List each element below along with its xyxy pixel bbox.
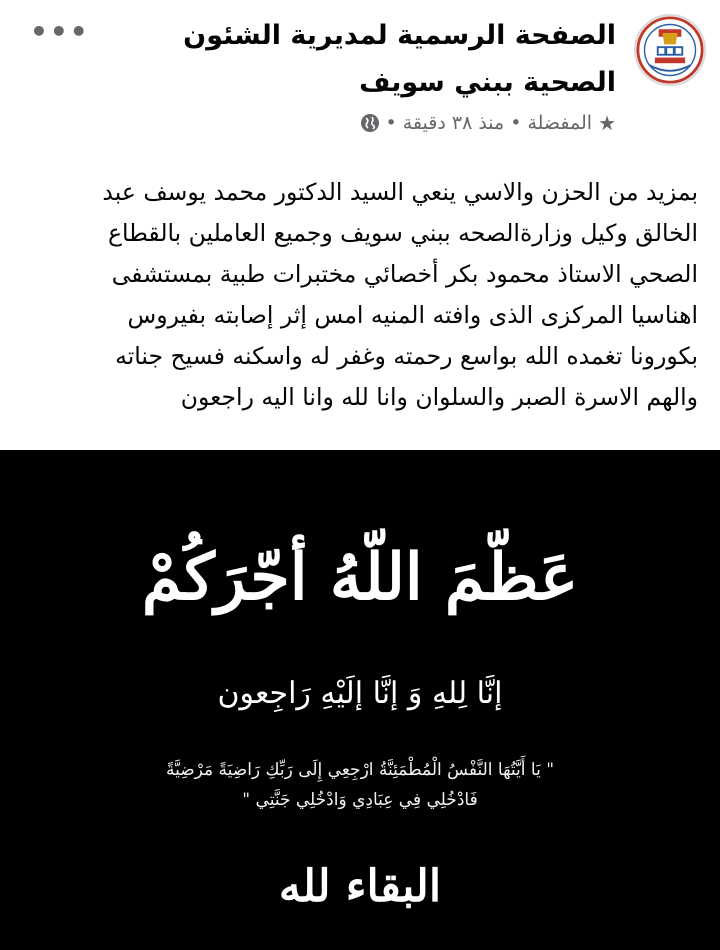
audience-label[interactable]: المفضلة bbox=[527, 112, 593, 134]
image-verse bbox=[0, 755, 720, 815]
meta-separator: • bbox=[510, 112, 522, 134]
post-text-line: بكورونا تغمده الله بواسع رحمته وغفر له واسكنه فسيح جناته bbox=[115, 342, 698, 370]
image-footer: البقاء لله bbox=[278, 861, 442, 912]
post-time[interactable]: منذ ٣٨ دقيقة bbox=[402, 112, 505, 134]
post-text-line: الصحي الاستاذ محمود بكر أخصائي مختبرات طبية بمستشفى bbox=[111, 260, 698, 288]
image-title: عَظّمَ اللّهُ أجّرَكُمْ bbox=[141, 540, 579, 615]
post-text bbox=[18, 172, 698, 418]
health-directorate-logo-icon bbox=[636, 16, 704, 84]
post-text-line: اهناسيا المركزى الذى وافته المنيه امس إثر إصابته بفيروس bbox=[127, 301, 698, 329]
condolence-image[interactable] bbox=[0, 450, 720, 950]
post-text-line: الخالق وكيل وزارةالصحه ببني سويف وجميع العاملين بالقطاع bbox=[107, 219, 698, 247]
post-text-line: بمزيد من الحزن والاسي ينعي السيد الدكتور محمد يوسف عبد bbox=[102, 178, 698, 206]
image-verse-line: " يَا أَيَّتُهَا النَّفْسُ الْمُطْمَئِنَّةُ ارْجِعِي إِلَى رَبِّكِ رَاضِيَةً مَرْضِيَّةً bbox=[165, 760, 555, 780]
image-verse-line: فَادْخُلِي فِي عِبَادِي وَادْخُلِي جَنَّتِي " bbox=[242, 790, 478, 810]
post-header bbox=[0, 0, 720, 150]
meta-separator: • bbox=[385, 112, 397, 134]
post-text-line: والهم الاسرة الصبر والسلوان وانا لله وانا اليه راجعون bbox=[180, 383, 698, 411]
image-subtitle: إنَّا لِلهِ وَ إنَّا إلَيْهِ رَاجِعون bbox=[217, 676, 503, 711]
globe-icon[interactable] bbox=[360, 113, 380, 133]
more-options-button[interactable]: ••• bbox=[30, 15, 90, 48]
post-meta bbox=[360, 112, 616, 134]
page-avatar[interactable] bbox=[634, 14, 706, 86]
star-icon: ★ bbox=[598, 111, 616, 135]
page-name[interactable]: الصفحة الرسمية لمديرية الشئون الصحية ببني سويف bbox=[183, 20, 616, 98]
